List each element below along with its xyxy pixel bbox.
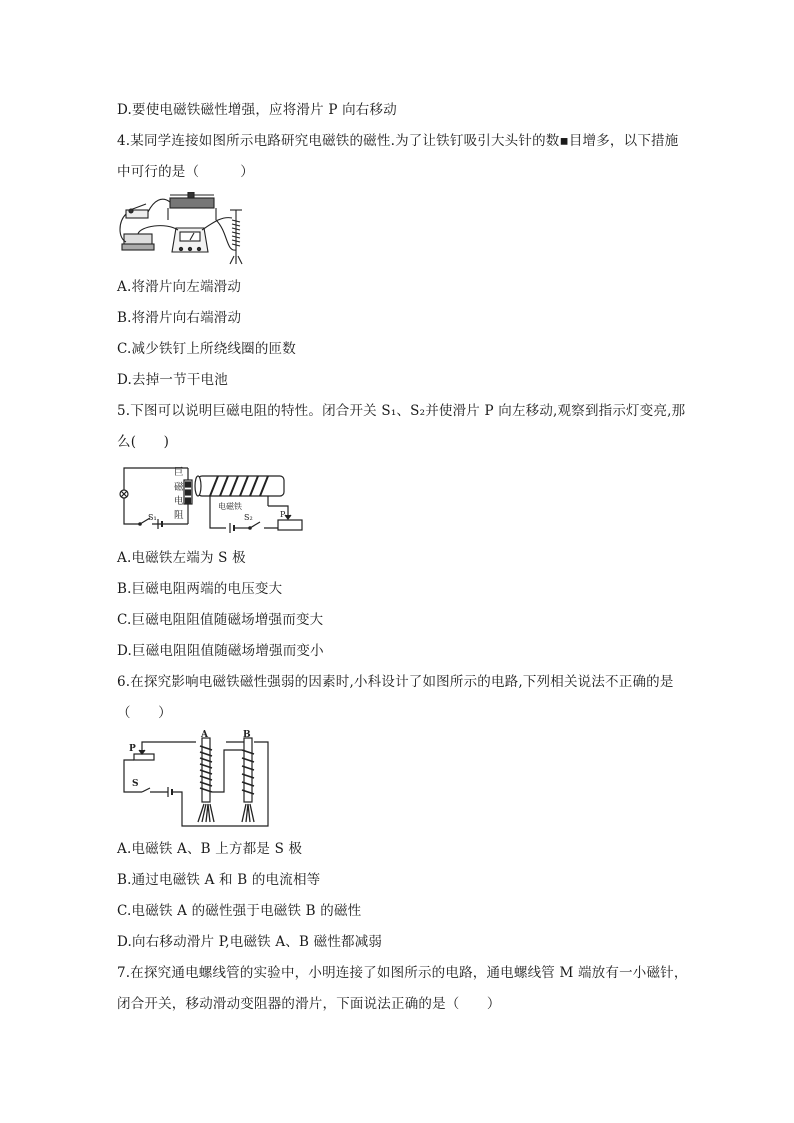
q5-figure — [118, 462, 308, 534]
q4-option-c: C.减少铁钉上所绕线圈的匝数 — [117, 341, 296, 357]
q5-stem-line1: 5.下图可以说明巨磁电阻的特性。闭合开关 S₁、S₂并使滑片 P 向左移动,观察到指示灯变亮,那 — [117, 403, 686, 419]
s2-label: S₂ — [244, 513, 253, 522]
q4-stem-line2: 中可行的是（ ） — [117, 164, 254, 180]
q6-stem-line2: （ ） — [117, 705, 172, 721]
q4-option-d: D.去掉一节干电池 — [117, 372, 228, 388]
label-a: A — [201, 730, 208, 740]
q3-option-d: D.要使电磁铁磁性增强，应将滑片 P 向右移动 — [117, 102, 397, 118]
q7-stem-line1: 7.在探究通电螺线管的实验中，小明连接了如图所示的电路，通电螺线管 M 端放有一小磁针， — [117, 965, 688, 981]
q5-option-d: D.巨磁电阻阻值随磁场增强而变小 — [117, 643, 324, 659]
label-p: P — [129, 744, 136, 754]
gmr-label-1: 巨 — [174, 467, 184, 478]
q4-stem-line1: 4.某同学连接如图所示电路研究电磁铁的磁性.为了让铁钉吸引大头针的数▪目增多，以下措施 — [117, 133, 679, 149]
label-s: S — [132, 779, 139, 789]
s1-label: S₁ — [148, 513, 157, 522]
q7-stem-line2: 闭合开关，移动滑动变阻器的滑片，下面说法正确的是（ ） — [117, 996, 501, 1012]
p-label: P — [280, 510, 286, 519]
q5-option-b: B.巨磁电阻两端的电压变大 — [117, 581, 283, 597]
electromagnet-label: 电磁铁 — [218, 502, 242, 511]
q5-option-a: A.电磁铁左端为 S 极 — [117, 550, 246, 566]
q6-option-b: B.通过电磁铁 A 和 B 的电流相等 — [117, 872, 321, 888]
q4-option-b: B.将滑片向右端滑动 — [117, 310, 242, 326]
q6-option-d: D.向右移动滑片 P,电磁铁 A、B 磁性都减弱 — [117, 934, 383, 950]
q5-stem-line2: 么( ) — [117, 434, 170, 450]
q6-figure — [120, 730, 270, 830]
q4-option-a: A.将滑片向左端滑动 — [117, 279, 242, 295]
gmr-label-3: 电 — [174, 496, 184, 507]
gmr-label-2: 磁 — [174, 482, 184, 493]
q6-stem-line1: 6.在探究影响电磁铁磁性强弱的因素时,小科设计了如图所示的电路,下列相关说法不正确的是 — [117, 674, 674, 690]
q6-option-a: A.电磁铁 A、B 上方都是 S 极 — [117, 841, 303, 857]
q5-option-c: C.巨磁电阻阻值随磁场增强而变大 — [117, 612, 324, 628]
q6-option-c: C.电磁铁 A 的磁性强于电磁铁 B 的磁性 — [117, 903, 362, 919]
label-b: B — [243, 730, 251, 740]
q4-figure — [118, 192, 268, 272]
gmr-label-4: 阻 — [174, 510, 184, 521]
